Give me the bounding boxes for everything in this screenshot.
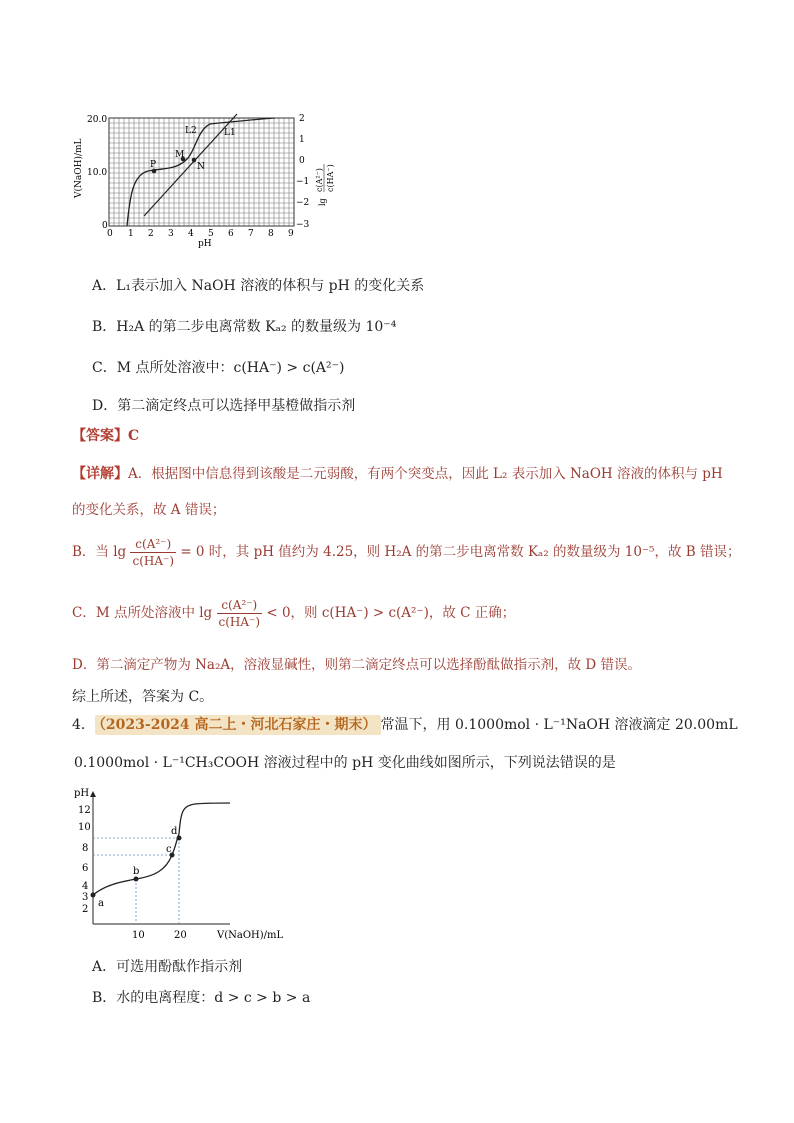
y-axis-label: V(NaOH)/mL [74, 138, 84, 198]
label-c: c [166, 844, 172, 855]
summary: 综上所述，答案为 C。 [72, 689, 214, 705]
detail-c-fraction [217, 597, 263, 630]
label-a: a [98, 898, 104, 909]
titration-curve [93, 803, 230, 895]
x-tick-5: 5 [208, 229, 214, 239]
label-L2: L2 [185, 126, 197, 136]
y-tick-4: 4 [82, 881, 89, 892]
x-tick-0: 0 [107, 229, 113, 239]
label-b: b [133, 866, 140, 877]
y-tick-20: 20.0 [87, 115, 108, 125]
x-tick-3: 3 [168, 229, 174, 239]
right-label-den: c(HA⁻) [326, 164, 335, 192]
q3-option-c: C．M 点所处溶液中：c(HA⁻) > c(A²⁻) [92, 360, 345, 376]
q3-option-d: D．第二滴定终点可以选择甲基橙做指示剂 [92, 398, 356, 414]
q4-option-a: A．可选用酚酞作指示剂 [92, 959, 243, 975]
frac-num: c(A²⁻) [217, 597, 263, 614]
label-M: M [175, 150, 185, 160]
point-N [192, 158, 197, 163]
y-tick-2: 2 [82, 904, 89, 915]
q4-number: 4． [72, 717, 95, 733]
titration-chart-1 [70, 100, 340, 260]
detail-c-pre: C．M 点所处溶液中 lg [72, 605, 213, 621]
right-tick-m1: −1 [296, 177, 310, 187]
y-tick-10: 10 [78, 822, 91, 833]
right-tick-1: 1 [299, 135, 305, 145]
right-label-num: c(A²⁻) [315, 168, 324, 192]
q4-stem-line1 [72, 714, 738, 734]
detail-label: 【详解】 [72, 466, 128, 482]
label-L1: L1 [224, 128, 236, 138]
detail-b [72, 536, 740, 569]
q4-source-tag: （2023-2024 高二上・河北石家庄・期末） [95, 715, 381, 735]
detail-b-post: = 0 时，其 pH 值约为 4.25，则 H₂A 的第二步电离常数 Kₐ₂ 的数量级为 10⁻⁵，故 B 错误； [180, 544, 741, 560]
answer-label: 【答案】 [72, 428, 128, 444]
right-axis-label [315, 164, 335, 206]
x-tick-6: 6 [228, 229, 234, 239]
label-P: P [150, 160, 157, 170]
right-label-lg: lg [318, 198, 327, 206]
q4-stem1: 常温下，用 0.1000mol · L⁻¹NaOH 溶液滴定 20.00mL [380, 717, 738, 733]
x-axis-label: V(NaOH)/mL [217, 930, 284, 941]
right-tick-m3: −3 [296, 220, 310, 230]
q4-stem-line2: 0.1000mol · L⁻¹CH₃COOH 溶液过程中的 pH 变化曲线如图所示，下列说法错误的是 [74, 755, 616, 771]
detail-d: D．第二滴定产物为 Na₂A，溶液显碱性，则第二滴定终点可以选择酚酞做指示剂，故 D 错误。 [72, 657, 642, 673]
right-tick-2: 2 [299, 114, 305, 124]
x-tick-9: 9 [288, 229, 294, 239]
x-tick-20: 20 [174, 930, 187, 941]
point-a [91, 893, 96, 898]
detail-a-line2: 的变化关系，故 A 错误； [72, 502, 226, 518]
label-N: N [197, 162, 205, 172]
x-axis-label: pH [198, 239, 212, 249]
q3-option-b: B．H₂A 的第二步电离常数 Kₐ₂ 的数量级为 10⁻⁴ [92, 319, 397, 335]
q4-option-b: B．水的电离程度：d > c > b > a [92, 990, 311, 1006]
frac-den: c(HA⁻) [132, 554, 175, 568]
detail-c-post: < 0，则 c(HA⁻) > c(A²⁻)，故 C 正确； [266, 605, 516, 621]
answer-value: C [128, 428, 140, 444]
y-tick-8: 8 [82, 843, 89, 854]
chart1-frame [109, 118, 294, 226]
point-b [134, 877, 139, 882]
answer-line [72, 425, 139, 445]
titration-chart-2 [70, 782, 330, 944]
right-tick-m2: −2 [296, 198, 310, 208]
detail-a-text: A．根据图中信息得到该酸是二元弱酸，有两个突变点，因此 L₂ 表示加入 NaOH 溶液的体积与 pH [128, 466, 723, 482]
detail-a-line1 [72, 462, 772, 483]
detail-b-fraction [130, 536, 176, 569]
x-tick-8: 8 [268, 229, 274, 239]
y-tick-10: 10.0 [87, 168, 108, 178]
chart1-grid [109, 118, 294, 226]
detail-b-pre: B．当 lg [72, 544, 127, 560]
detail-c [72, 597, 515, 630]
label-d: d [171, 826, 178, 837]
y-tick-3: 3 [82, 892, 89, 903]
y-axis-label: pH [74, 788, 90, 799]
x-tick-2: 2 [148, 229, 154, 239]
y-tick-6: 6 [82, 863, 89, 874]
x-tick-7: 7 [248, 229, 254, 239]
frac-num: c(A²⁻) [130, 536, 176, 553]
x-tick-1: 1 [128, 229, 134, 239]
y-tick-0: 0 [102, 221, 108, 231]
x-tick-10: 10 [132, 930, 145, 941]
frac-den: c(HA⁻) [218, 615, 261, 629]
y-tick-12: 12 [78, 805, 91, 816]
right-tick-0: 0 [299, 156, 305, 166]
x-tick-4: 4 [188, 229, 194, 239]
q3-option-a: A．L₁表示加入 NaOH 溶液的体积与 pH 的变化关系 [92, 278, 425, 294]
